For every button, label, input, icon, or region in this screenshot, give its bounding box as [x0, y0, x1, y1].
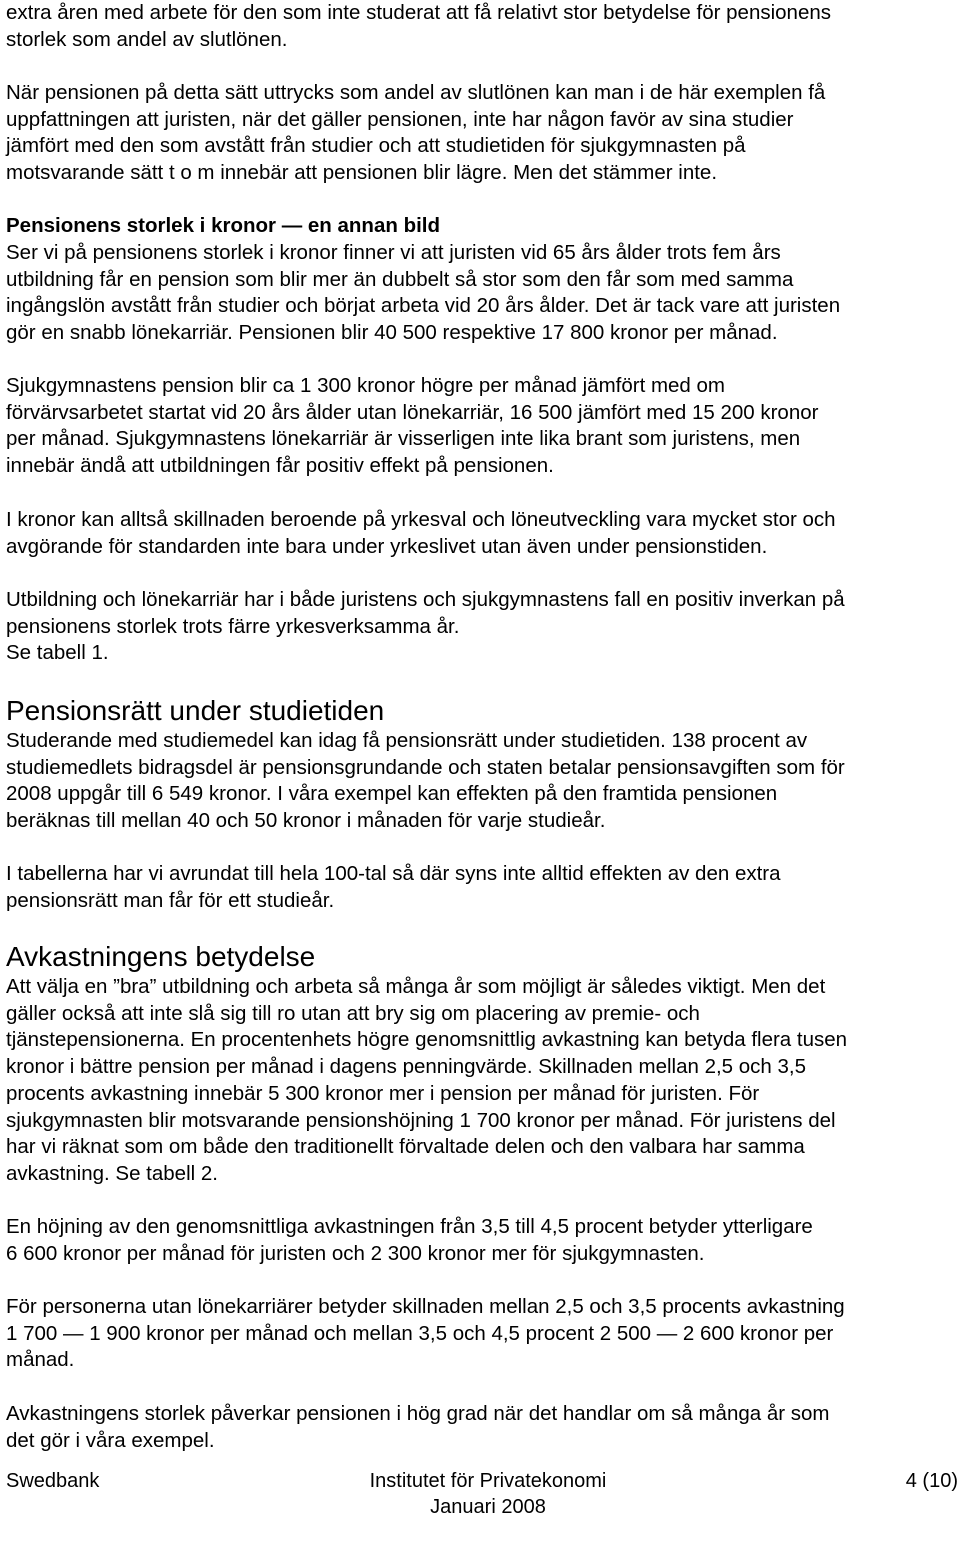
paragraph-yrkesval: I kronor kan alltså skillnaden beroende på yrkesval och löneutveckling vara mycket stor och avgörande för standarden inte bara under yrkeslivet utan även under pensionstiden. — [6, 508, 836, 558]
paragraph-avrundat: I tabellerna har vi avrundat till hela 100-tal så där syns inte alltid effekten av den extra pensionsrätt man får för ett studieår. — [6, 862, 781, 912]
page-number: 4 (10) — [905, 1470, 958, 1492]
footer-left: Swedbank — [6, 1470, 100, 1492]
heading-studietiden: Pensionsrätt under studietiden — [6, 695, 385, 726]
heading-avkastning: Avkastningens betydelse — [6, 941, 316, 972]
paragraph-andel-slutlon: När pensionen på detta sätt uttrycks som andel av slutlönen kan man i de här exemplen få uppfattningen att juristen, när det gäller pensionen, inte har någon favör av sina studier jämfört med den som avstått från studier och att studietiden för sjukgymnasten på motsvarande sätt t o m innebär att pensionen blir lägre. Men det stämmer inte. — [6, 81, 826, 185]
footer-center — [358, 1468, 618, 1520]
footer-date: Januari 2008 — [430, 1496, 546, 1518]
subheading-kronor: Pensionens storlek i kronor — en annan bild — [6, 214, 441, 237]
paragraph-avkastning-storlek: Avkastningens storlek påverkar pensionen i hög grad när det handlar om så många år som det gör i våra exempel. — [6, 1402, 830, 1452]
paragraph-sjukgymnast: Sjukgymnastens pension blir ca 1 300 kronor högre per månad jämfört med om förvärvsarbetet startat vid 20 års ålder utan lönekarriär, 16 500 jämfört med 15 200 kronor per månad. Sjukgymnastens lönekarriär är visserligen inte lika brant som juristens, men innebär ändå att utbildningen får positiv effekt på pensionen. — [6, 374, 819, 478]
paragraph-intro: extra åren med arbete för den som inte studerat att få relativt stor betydelse för pensionens storlek som andel av slutlönen. — [6, 1, 832, 51]
footer-organization: Institutet för Privatekonomi — [369, 1470, 607, 1492]
paragraph-hojning: En höjning av den genomsnittliga avkastningen från 3,5 till 4,5 procent betyder ytterligare 6 600 kronor per månad för juristen och 2 300 kronor mer för sjukgymnasten. — [6, 1215, 813, 1265]
paragraph-utan-lonekarriar: För personerna utan lönekarriärer betyder skillnaden mellan 2,5 och 3,5 procents avkastning 1 700 — 1 900 kronor per månad och mellan 3,5 och 4,5 procent 2 500 — 2 600 kronor per månad. — [6, 1295, 845, 1372]
paragraph-avkastning: Att välja en ”bra” utbildning och arbeta så många år som möjligt är således viktigt. Men det gäller också att inte slå sig till ro utan att bry sig om placering av premie- och tjänstepensionerna. En procentenhets högre genomsnittlig avkastning kan betyda flera tusen kronor i bättre pension per månad i dagens penningvärde. Skillnaden mellan 2,5 och 3,5 procents avkastning innebär 5 300 kronor mer i pension per månad för juristen. För sjukgymnasten blir motsvarande pensionshöjning 1 700 kronor per månad. För juristens del har vi räknat som om både den traditionellt förvaltade delen och den valbara har samma avkastning. Se tabell 2. — [6, 975, 848, 1185]
paragraph-studiemedel: Studerande med studiemedel kan idag få pensionsrätt under studietiden. 138 procent av studiemedlets bidragsdel är pensionsgrundande och staten betalar pensionsavgiften som för 2008 uppgår till 6 549 kronor. I våra exempel kan effekten på den framtida pensionen beräknas till mellan 40 och 50 kronor i månaden för varje studieår. — [6, 729, 845, 833]
paragraph-pension-kronor: Ser vi på pensionens storlek i kronor finner vi att juristen vid 65 års ålder trots fem års utbildning får en pension som blir mer än dubbelt så stor som den får som med samma ingångslön avstått från studier och börjat arbeta vid 20 års ålder. Det är tack vare att juristen gör en snabb lönekarriär. Pensionen blir 40 500 respektive 17 800 kronor per månad. — [6, 241, 841, 345]
paragraph-utbildning: Utbildning och lönekarriär har i både juristens och sjukgymnastens fall en positiv inverkan på pensionens storlek trots färre yrkesverksamma år. Se tabell 1. — [6, 588, 845, 665]
